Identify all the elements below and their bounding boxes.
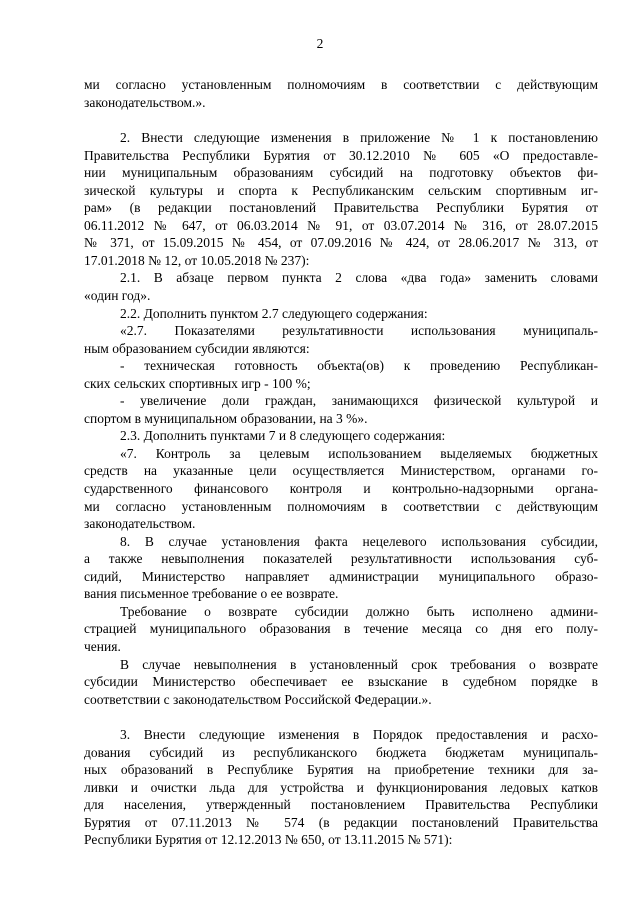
text-line: 2.1. В абзаце первом пункта 2 слова «два года» заменить словами — [120, 270, 598, 286]
paragraph-item-2-1 — [84, 269, 598, 304]
text-line: - техническая готовность объекта(ов) к проведению Республикан- — [120, 358, 598, 374]
text-line: «один год». — [84, 288, 151, 304]
text-line: 17.01.2018 № 12, от 10.05.2018 № 237): — [84, 252, 310, 268]
paragraph-refund-requirement — [84, 603, 598, 656]
paragraph-dash-readiness — [84, 357, 598, 392]
text-line: Бурятия от 07.11.2013 № 574 (в редакции постановлений Правительства — [84, 814, 598, 830]
text-line: 2.3. Дополнить пунктами 7 и 8 следующего содержания: — [120, 428, 446, 444]
text-line: вания письменное требование о ее возврате. — [84, 586, 339, 602]
text-line: В случае невыполнения в установленный срок требования о возврате — [120, 656, 598, 672]
text-line: зической культуры и спорта к Республиканским сельским спортивным иг- — [84, 182, 598, 198]
text-line: спортом в муниципальном образовании, на 3 %». — [84, 410, 368, 426]
text-line: «7. Контроль за целевым использованием выделяемых бюджетных — [120, 445, 598, 461]
text-line: ливки и очистки льда для устройства и функционирования ледовых катков — [84, 779, 598, 795]
text-line: чения. — [84, 638, 121, 654]
text-line: 2. Внести следующие изменения в приложение № 1 к постановлению — [120, 130, 598, 146]
text-line: соответствии с законодательством Российской Федерации.». — [84, 691, 432, 707]
text-line: ми согласно установленным полномочиям в соответствии с действующим — [84, 498, 598, 514]
paragraph-item-2 — [84, 129, 598, 269]
page-number: 2 — [316, 36, 324, 51]
text-line: сударственного финансового контроля и контрольно-надзорными органа- — [84, 481, 598, 497]
paragraph-item-2-3 — [84, 427, 598, 445]
text-line: 3. Внести следующие изменения в Порядок предоставления и расхо- — [120, 727, 598, 743]
text-line: Республики Бурятия от 12.12.2013 № 650, от 13.11.2015 № 571): — [84, 832, 453, 848]
paragraph-point-2-7 — [84, 322, 598, 357]
text-line: 8. В случае установления факта нецелевого использования субсидии, — [120, 533, 598, 549]
text-line: нии муниципальным образованиям субсидий на подготовку объектов фи- — [84, 165, 598, 181]
text-line: ских сельских спортивных игр - 100 %; — [84, 375, 311, 391]
text-line: ми согласно установленным полномочиям в соответствии с действующим — [84, 77, 598, 92]
text-line: 06.11.2012 № 647, от 06.03.2014 № 91, от 03.07.2014 № 316, от 28.07.2015 — [84, 217, 598, 233]
text-line: субсидии Министерство обеспечивает ее взыскание в судебном порядке в — [84, 674, 598, 690]
text-line: дования субсидий из республиканского бюджета бюджетам муниципаль- — [84, 744, 598, 760]
text-line: страцией муниципального образования в течение месяца со дня его полу- — [84, 621, 598, 637]
text-line: № 371, от 15.09.2015 № 454, от 07.09.2016 № 424, от 28.06.2017 № 313, от — [84, 235, 598, 251]
text-line: сидий, Министерство направляет администрации муниципального образо- — [84, 568, 598, 584]
document-body — [84, 76, 598, 849]
paragraph-continuation — [84, 76, 598, 111]
text-line: «2.7. Показателями результативности использования муниципаль- — [120, 323, 598, 339]
paragraph-point-7 — [84, 445, 598, 533]
text-line: Правительства Республики Бурятия от 30.12.2010 № 605 «О предоставле- — [84, 147, 598, 163]
text-line: рам» (в редакции постановлений Правительства Республики Бурятия от — [84, 200, 598, 216]
text-line: 2.2. Дополнить пунктом 2.7 следующего содержания: — [120, 305, 428, 321]
text-line: законодательством.». — [84, 94, 206, 110]
paragraph-point-8 — [84, 533, 598, 603]
paragraph-item-3 — [84, 726, 598, 849]
text-line: законодательством. — [84, 516, 196, 532]
text-line: Требование о возврате субсидии должно быть исполнено админи- — [120, 603, 598, 619]
text-line: ных образований в Республике Бурятия на приобретение техники для за- — [84, 762, 598, 778]
text-line: ным образованием субсидии являются: — [84, 340, 310, 356]
text-line: - увеличение доли граждан, занимающихся физической культурой и — [120, 393, 598, 409]
paragraph-item-2-2 — [84, 305, 598, 323]
text-line: а также невыполнения показателей результативности использования суб- — [84, 551, 598, 567]
paragraph-dash-share — [84, 392, 598, 427]
text-line: для населения, утвержденный постановлением Правительства Республики — [84, 797, 598, 813]
paragraph-enforcement — [84, 656, 598, 709]
text-line: средств на указанные цели осуществляется Министерством, органами го- — [84, 463, 598, 479]
